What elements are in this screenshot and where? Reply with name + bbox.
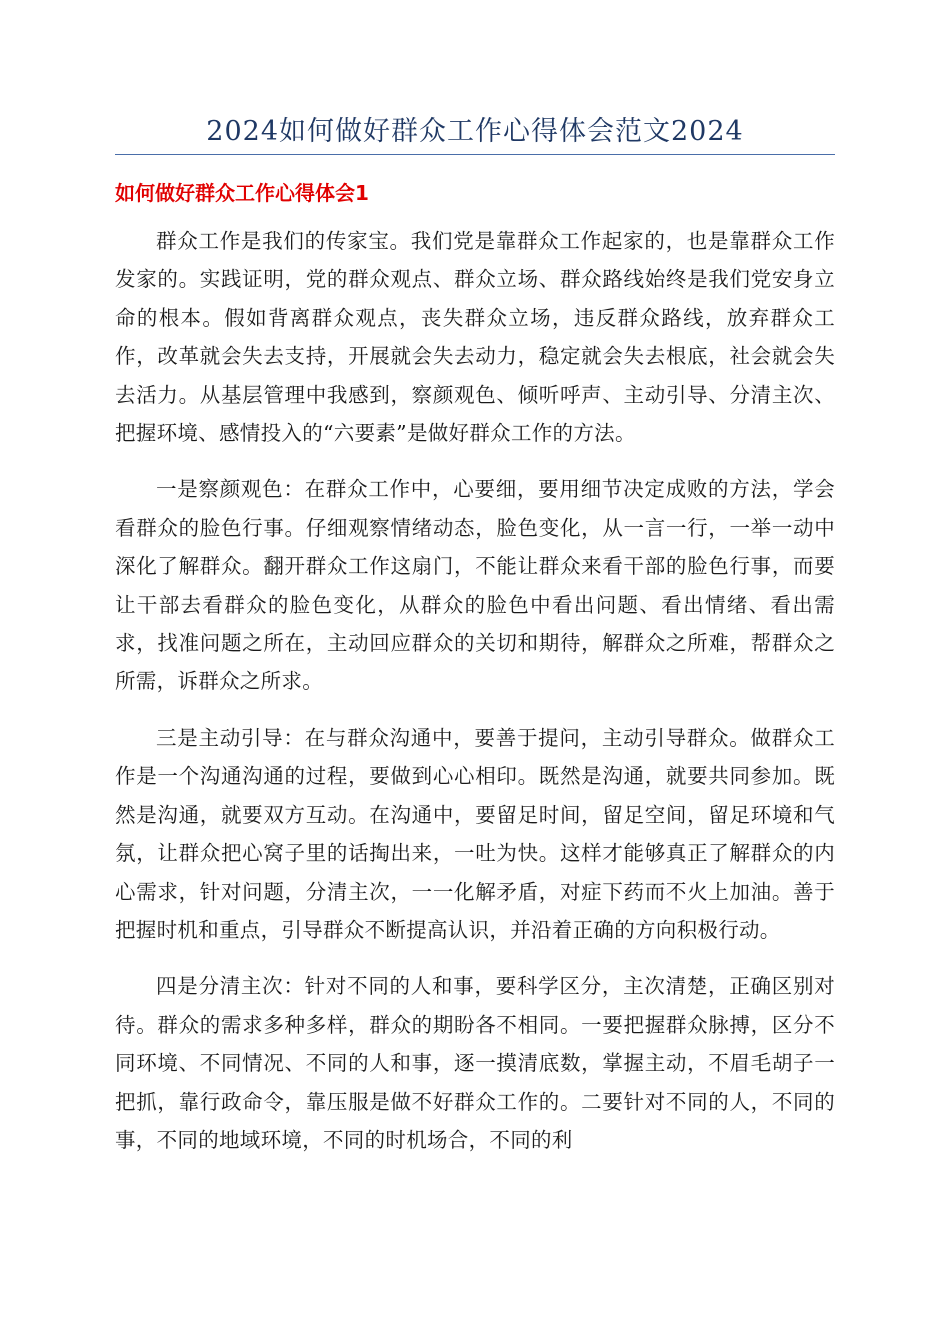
- paragraph-guide: 三是主动引导：在与群众沟通中，要善于提问，主动引导群众。做群众工作是一个沟通沟通的过程，要做到心心相印。既然是沟通，就要共同参加。既然是沟通，就要双方互动。在沟通中，要留足时间，留足空间，留足环境和气氛，让群众把心窝子里的话掏出来，一吐为快。这样才能够真正了解群众的内心需求，针对问题，分清主次，一一化解矛盾，对症下药而不火上加油。善于把握时机和重点，引导群众不断提高认识，并沿着正确的方向积极行动。: [115, 725, 835, 942]
- paragraph-priorities: 四是分清主次：针对不同的人和事，要科学区分，主次清楚，正确区别对待。群众的需求多种多样，群众的期盼各不相同。一要把握群众脉搏，区分不同环境、不同情况、不同的人和事，逐一摸清底数，掌握主动，不眉毛胡子一把抓，靠行政命令，靠压服是做不好群众工作的。二要针对不同的人，不同的事，不同的地域环境，不同的时机场合，不同的利: [115, 974, 835, 1152]
- title-underline: [115, 154, 835, 155]
- paragraph-intro: 群众工作是我们的传家宝。我们党是靠群众工作起家的，也是靠群众工作发家的。实践证明，党的群众观点、群众立场、群众路线始终是我们党安身立命的根本。假如背离群众观点，丧失群众立场，违反群众路线，放弃群众工作，改革就会失去支持，开展就会失去动力，稳定就会失去根底，社会就会失去活力。从基层管理中我感到，察颜观色、倾听呼声、主动引导、分清主次、把握环境、感情投入的“六要素”是做好群众工作的方法。: [115, 229, 835, 446]
- section-heading: 如何做好群众工作心得体会1: [115, 181, 369, 205]
- paragraph-observe: 一是察颜观色：在群众工作中，心要细，要用细节决定成败的方法，学会看群众的脸色行事。仔细观察情绪动态，脸色变化，从一言一行，一举一动中深化了解群众。翻开群众工作这扇门，不能让群众来看干部的脸色行事，而要让干部去看群众的脸色变化，从群众的脸色中看出问题、看出情绪、看出需求，找准问题之所在，主动回应群众的关切和期待，解群众之所难，帮群众之所需，诉群众之所求。: [115, 477, 835, 694]
- document-title: 2024如何做好群众工作心得体会范文2024: [206, 116, 744, 147]
- document-body: [115, 222, 835, 1177]
